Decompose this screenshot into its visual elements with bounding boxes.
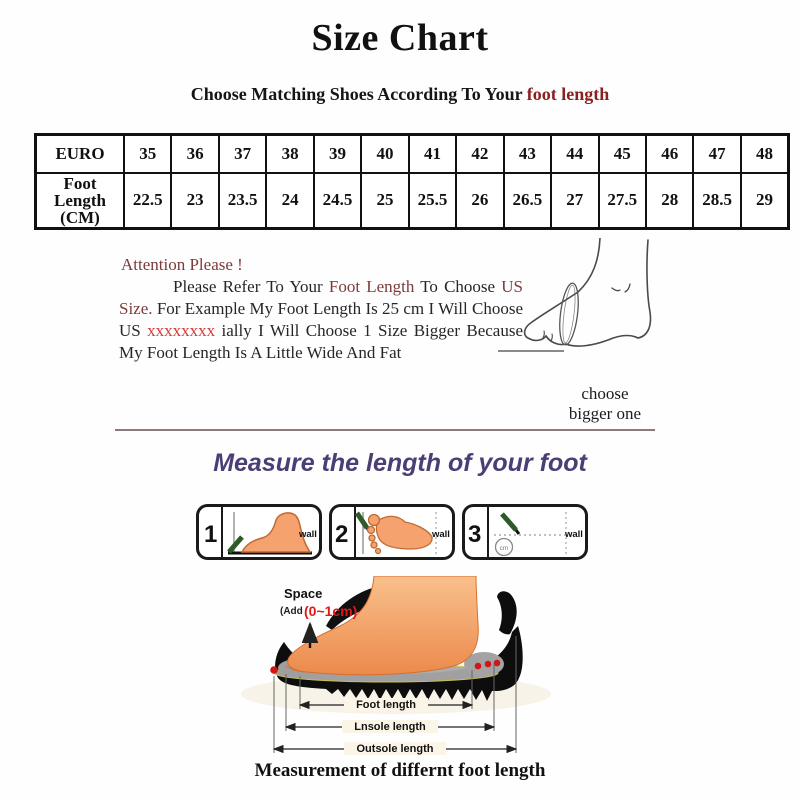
foot-sketch-illustration — [513, 238, 673, 370]
foot-length-cell: 29 — [741, 173, 789, 229]
attention-paragraph — [119, 276, 523, 364]
foot-length-cell: 26.5 — [504, 173, 551, 229]
choose-bigger-line2: bigger one — [568, 404, 642, 423]
wall-label-1: wall — [299, 529, 317, 540]
euro-size-row — [36, 135, 789, 173]
wall-label-2: wall — [432, 529, 450, 540]
choose-bigger-line1: choose — [581, 384, 629, 403]
outsole-length-label: Outsole length — [356, 743, 434, 755]
attention-text-segment: For Example My Foot Length Is 25 cm I Will Choose US — [119, 299, 523, 340]
euro-size-cell: 40 — [361, 135, 408, 173]
attention-heading: Attention Please ! — [121, 255, 243, 274]
length-row-header: Foot Length (CM) — [36, 173, 125, 229]
bottom-caption: Measurement of differnt foot length — [254, 760, 546, 781]
euro-size-cell: 46 — [646, 135, 693, 173]
euro-size-cell: 39 — [314, 135, 361, 173]
euro-row-header: EURO — [36, 135, 125, 173]
step-number-1: 1 — [204, 521, 218, 548]
foot-length-cell: 27.5 — [599, 173, 646, 229]
euro-size-cell: 48 — [741, 135, 789, 173]
attention-text-segment: Foot Length — [328, 277, 415, 296]
step-panel-2 — [331, 506, 454, 559]
attention-text-segment: ially I Will Choose 1 Size Bigger Because My Foot Length Is A Little Wide And Fat — [119, 321, 523, 362]
wall-label-3: wall — [565, 529, 583, 540]
euro-size-cell: 38 — [266, 135, 313, 173]
foot-length-cell: 23.5 — [219, 173, 266, 229]
shoe-measurement-illustration — [226, 576, 578, 764]
foot-length-cell: 28 — [646, 173, 693, 229]
attention-text-segment: US Size. — [119, 277, 523, 318]
section-divider — [115, 429, 655, 431]
foot-length-cell: 23 — [171, 173, 218, 229]
step-panel-3 — [464, 506, 587, 559]
euro-size-cell: 43 — [504, 135, 551, 173]
foot-length-cell: 25 — [361, 173, 408, 229]
cm-label: cm — [499, 545, 509, 552]
subtitle-prefix: Choose Matching Shoes According To Your — [190, 84, 527, 104]
add-label: (Add — [280, 606, 303, 617]
foot-length-cell: 24.5 — [314, 173, 361, 229]
foot-length-row — [36, 173, 789, 229]
measure-heading: Measure the length of your foot — [213, 449, 587, 477]
foot-length-label: Foot length — [356, 699, 416, 711]
euro-size-cell: 47 — [693, 135, 740, 173]
size-table — [34, 133, 790, 230]
attention-text-segment: Please Refer To Your — [173, 277, 329, 296]
euro-size-cell: 44 — [551, 135, 598, 173]
foot-length-cell: 22.5 — [124, 173, 171, 229]
attention-text-segment: To Choose — [414, 277, 502, 296]
foot-length-cell: 27 — [551, 173, 598, 229]
euro-size-cell: 35 — [124, 135, 171, 173]
page-title: Size Chart — [311, 17, 489, 59]
foot-length-cell: 24 — [266, 173, 313, 229]
measuring-steps-illustration — [196, 502, 592, 566]
subtitle — [0, 84, 800, 105]
foot-length-cell: 26 — [456, 173, 503, 229]
foot-length-cell: 28.5 — [693, 173, 740, 229]
euro-size-cell: 41 — [409, 135, 456, 173]
euro-size-cell: 42 — [456, 135, 503, 173]
euro-size-cell: 37 — [219, 135, 266, 173]
step-number-2: 2 — [335, 521, 349, 548]
foot-outline — [525, 238, 651, 346]
range-label: (0~1cm) — [304, 603, 358, 619]
attention-text-segment: xxxxxxxx — [147, 321, 216, 340]
space-label: Space — [284, 586, 323, 601]
subtitle-highlight: foot length — [526, 84, 610, 104]
step-panel-1 — [198, 506, 321, 559]
euro-size-cell: 45 — [599, 135, 646, 173]
heel-counter-shape — [497, 591, 517, 634]
insole-length-label: Lnsole length — [354, 721, 426, 733]
choose-bigger-note — [530, 384, 680, 424]
foot-length-cell: 25.5 — [409, 173, 456, 229]
step-number-3: 3 — [468, 521, 482, 548]
measuring-tape-loop — [557, 282, 581, 346]
attention-block — [119, 254, 523, 364]
euro-size-cell: 36 — [171, 135, 218, 173]
